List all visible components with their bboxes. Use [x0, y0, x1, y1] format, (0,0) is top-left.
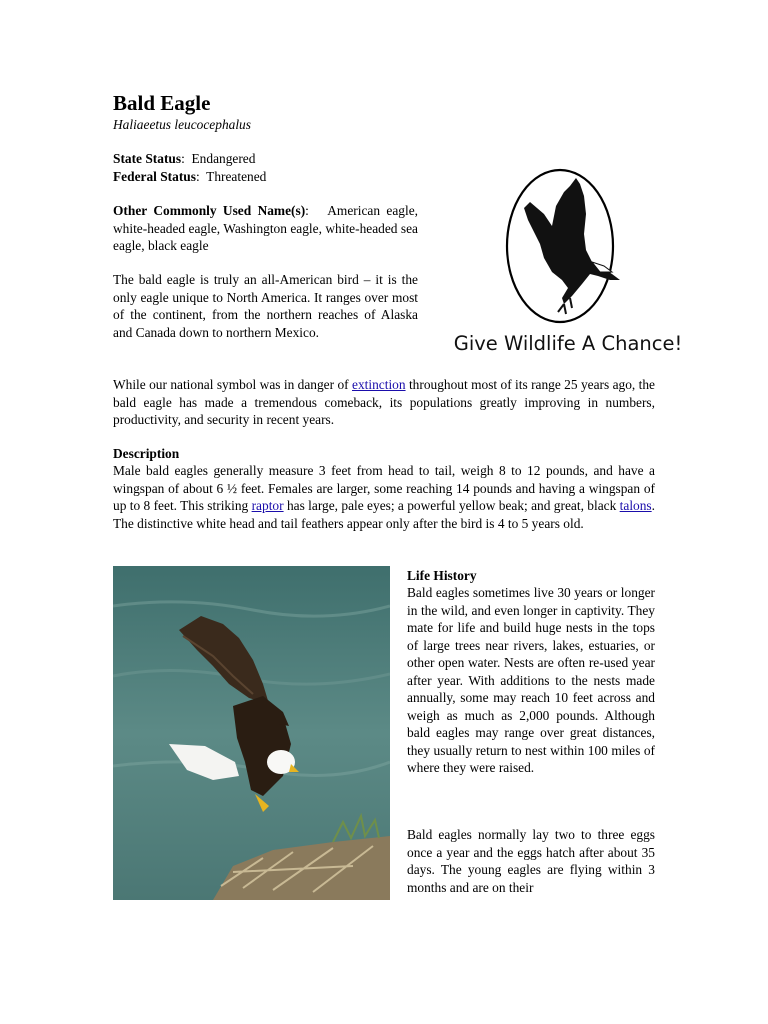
common-names-paragraph: Other Commonly Used Name(s): American eagle, white-headed eagle, Washington eagle, white-headed sea eagle, black eagle — [113, 203, 419, 253]
description-heading: Description — [113, 446, 180, 461]
intro-paragraph: The bald eagle is truly an all-American bird – it is the only eagle unique to North America. It ranges over most of the continent, from the northern reaches of Alaska and Canada down to northern Mexico. — [113, 272, 418, 340]
life-history-heading: Life History — [407, 568, 477, 583]
common-names-label: Other Commonly Used Name(s) — [113, 203, 306, 218]
logo-caption: Give Wildlife A Chance! — [453, 332, 683, 355]
status-block — [113, 150, 266, 185]
description-paragraph: Male bald eagles generally measure 3 feet from head to tail, weigh 8 to 12 pounds, and have a wingspan of about 6 ½ feet. Females are larger, some reaching 14 pounds and having a wingspan of up to 8 feet. This striking raptor has large, pale eyes; a powerful yellow beak; and great, black talons. The distinctive white head and tail feathers appear only after the bird is 4 to 5 years old. — [113, 463, 656, 531]
state-status: State Status: Endangered — [113, 151, 256, 166]
national-symbol-paragraph: While our national symbol was in danger of extinction throughout most of its range 25 years ago, the bald eagle has made a tremendous comeback, its populations greatly improving in numbers, productivity, and security in recent years. — [113, 377, 656, 427]
talons-link[interactable]: talons — [619, 498, 652, 513]
common-names-text: American eagle, white-headed eagle, Washington eagle, white-headed sea eagle, black eagle — [113, 203, 419, 253]
life-history-paragraph-2: Bald eagles normally lay two to three eggs once a year and the eggs hatch after about 35 days. The young eagles are flying within 3 months and are on their — [407, 827, 655, 895]
eagle-logo-icon — [452, 162, 684, 360]
eagle-photo-image — [113, 566, 390, 900]
life-history-paragraph-1: Bald eagles sometimes live 30 years or longer in the wild, and even longer in captivity. They mate for life and build huge nests in the tops of large trees near rivers, lakes, estuaries, or other open water. Nests are often re-used year after year. With additions to the nests made annually, some may reach 10 feet across and weigh as much as 2,000 pounds. Although bald eagles may range over great distances, they usually return to nest within 100 miles of where they were raised. — [407, 585, 655, 775]
scientific-name: Haliaeetus leucocephalus — [113, 117, 251, 132]
extinction-link[interactable]: extinction — [352, 377, 406, 392]
give-wildlife-logo — [452, 162, 684, 360]
page-title: Bald Eagle — [113, 91, 211, 115]
federal-status: Federal Status: Threatened — [113, 168, 267, 184]
eagle-photo — [113, 566, 390, 900]
raptor-link[interactable]: raptor — [251, 498, 284, 513]
